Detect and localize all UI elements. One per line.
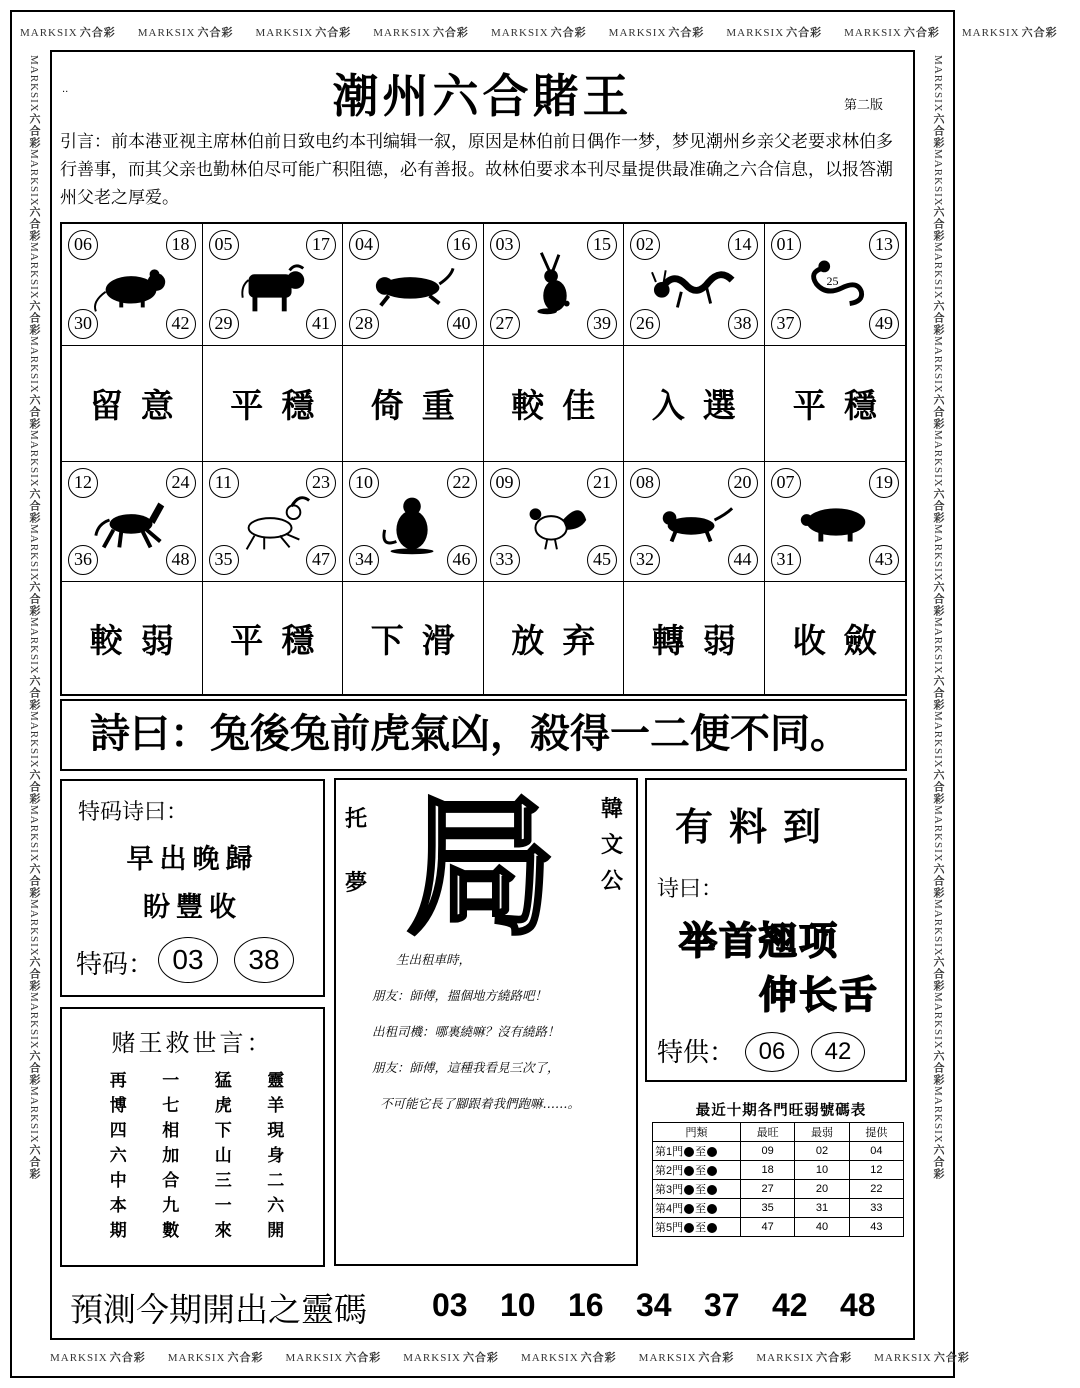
zodiac-number: 22: [447, 468, 477, 498]
tiger-icon: [371, 252, 455, 316]
zodiac-number: 41: [306, 309, 336, 339]
zodiac-cell: [484, 224, 625, 346]
dream-right-char: 文: [600, 833, 623, 858]
watermark-text: MARKSIX六合彩: [932, 898, 945, 993]
watermark-text: MARKSIX六合彩: [28, 617, 41, 712]
recent-hot-cell: 27: [741, 1180, 795, 1199]
dream-right-char: 韓: [600, 797, 623, 822]
prediction-number: 03: [432, 1287, 468, 1323]
saying-box: [60, 1007, 325, 1267]
saying-char: 博: [109, 1096, 127, 1116]
material-box: [645, 778, 907, 1082]
watermark-text: MARKSIX六合彩: [28, 1086, 41, 1180]
tema-heading: 特码诗曰：: [78, 800, 189, 825]
ox-icon: [231, 252, 315, 316]
dream-box: [334, 778, 638, 1266]
dream-line-1: 生出租車時，: [396, 952, 472, 967]
watermark-text: MARKSIX六合彩: [932, 55, 945, 149]
recent-door-cell: 第2門 至: [653, 1161, 741, 1180]
zodiac-cell: [765, 462, 906, 582]
dream-right-char: 公: [600, 869, 623, 894]
zodiac-number: 17: [306, 230, 336, 260]
prediction-number: 16: [568, 1287, 604, 1323]
table-row: [653, 1161, 904, 1180]
zodiac-number: 28: [349, 309, 379, 339]
zodiac-number: 24: [166, 468, 196, 498]
zodiac-number: 40: [447, 309, 477, 339]
zodiac-number: 05: [209, 230, 239, 260]
watermark-text: MARKSIX六合彩: [28, 898, 41, 993]
zodiac-number: 13: [869, 230, 899, 260]
recent-hot-cell: 18: [741, 1161, 795, 1180]
saying-char: 四: [109, 1121, 127, 1141]
intro-text: 引言：前本港亚视主席林伯前日致电约本刊编辑一叙，原因是林伯前日偶作一梦，梦见潮州乡亲父老要求林伯多行善事，而其父亲也勤林伯尽可能广积阻德，必有善报。故林伯要求本刊尽量提供最准确之六合信息，以报答潮州父老之厚爱。: [60, 132, 893, 208]
saying-char: 期: [109, 1221, 127, 1241]
zodiac-number: 36: [68, 545, 98, 575]
rooster-icon: [512, 490, 596, 554]
recent-door-cell: 第3門 至: [653, 1180, 741, 1199]
zodiac-number: 10: [349, 468, 379, 498]
zodiac-cell: [624, 462, 765, 582]
rabbit-icon: [512, 252, 596, 316]
zodiac-status: 留意: [62, 346, 203, 462]
ball-icon: [684, 1166, 694, 1176]
zodiac-number: 44: [728, 545, 758, 575]
zodiac-extra-number: 25: [826, 274, 839, 288]
watermark-text: MARKSIX 六合彩: [756, 1351, 853, 1364]
zodiac-status: 入選: [624, 346, 765, 462]
tema-label: 特码：: [76, 950, 155, 980]
saying-char: 六: [109, 1146, 127, 1166]
zodiac-number: 29: [209, 309, 239, 339]
saying-char: 二: [267, 1171, 285, 1191]
ball-icon: [684, 1147, 694, 1157]
prediction-number: 48: [840, 1287, 876, 1323]
tema-number-1: 03: [158, 937, 218, 983]
watermark-top: [20, 24, 1058, 44]
horse-icon: [90, 490, 174, 554]
watermark-text: MARKSIX 六合彩: [403, 1351, 499, 1364]
watermark-text: MARKSIX 六合彩: [638, 1351, 735, 1364]
watermark-text: MARKSIX六合彩: [932, 617, 945, 712]
watermark-text: MARKSIX 六合彩: [373, 26, 469, 39]
saying-char: 三: [214, 1171, 232, 1191]
zodiac-number: 34: [349, 545, 379, 575]
watermark-text: MARKSIX 六合彩: [285, 1351, 382, 1364]
watermark-text: MARKSIX 六合彩: [844, 26, 940, 39]
watermark-text: MARKSIX 六合彩: [961, 26, 1058, 39]
recent-cold-cell: 40: [795, 1218, 849, 1237]
zodiac-number: 07: [771, 468, 801, 498]
watermark-text: MARKSIX 六合彩: [490, 26, 587, 39]
zodiac-number: 47: [306, 545, 336, 575]
recent-offer-cell: 04: [849, 1142, 903, 1161]
recent-header-offer: 提供: [849, 1123, 903, 1142]
saying-char: 中: [109, 1171, 127, 1191]
ball-icon: [707, 1185, 717, 1195]
watermark-text: MARKSIX六合彩: [28, 242, 41, 337]
watermark-text: MARKSIX六合彩: [28, 336, 41, 430]
zodiac-number: 08: [630, 468, 660, 498]
watermark-text: MARKSIX六合彩: [28, 429, 41, 524]
watermark-text: MARKSIX六合彩: [932, 711, 945, 805]
zodiac-number: 18: [166, 230, 196, 260]
watermark-text: MARKSIX六合彩: [932, 242, 945, 337]
saying-char: 九: [162, 1196, 180, 1216]
zodiac-status: 較弱: [62, 582, 203, 694]
recent-table-title: 最近十期各門旺弱號碼表: [695, 1103, 867, 1119]
goat-icon: [231, 490, 315, 554]
zodiac-number: 42: [166, 309, 196, 339]
zodiac-number: 30: [68, 309, 98, 339]
zodiac-cell: [343, 462, 484, 582]
zodiac-number: 27: [490, 309, 520, 339]
dream-left-char: 托: [344, 807, 367, 832]
zodiac-status: 收斂: [792, 620, 895, 660]
recent-door-cell: 第4門 至: [653, 1199, 741, 1218]
saying-char: 七: [162, 1096, 180, 1116]
zodiac-number: 19: [869, 468, 899, 498]
table-row: [653, 1180, 904, 1199]
recent-offer-cell: 43: [849, 1218, 903, 1237]
zodiac-cell: [765, 224, 906, 346]
saying-char: 加: [162, 1146, 180, 1166]
watermark-text: MARKSIX 六合彩: [137, 26, 234, 39]
table-row: [653, 1142, 904, 1161]
dream-line-4: 朋友：師傅，這種我看見三次了，: [372, 1060, 560, 1075]
watermark-text: MARKSIX六合彩: [932, 429, 945, 524]
recent-hot-cell: 09: [741, 1142, 795, 1161]
saying-char: 開: [267, 1221, 285, 1241]
zodiac-number: 48: [166, 545, 196, 575]
zodiac-number: 04: [349, 230, 379, 260]
zodiac-number: 31: [771, 545, 801, 575]
zodiac-cell: [203, 224, 344, 346]
table-row: [653, 1199, 904, 1218]
watermark-text: MARKSIX六合彩: [932, 523, 945, 618]
zodiac-status: 放弃: [484, 582, 625, 694]
prediction-number: 10: [500, 1287, 536, 1323]
dog-icon: [652, 490, 736, 554]
recent-cold-cell: 31: [795, 1199, 849, 1218]
zodiac-cell: [62, 462, 203, 582]
tema-line-1: 早出晚歸: [126, 844, 259, 875]
saying-heading: 赌王救世言：: [111, 1029, 274, 1057]
dream-left-char: 夢: [344, 871, 367, 896]
watermark-text: MARKSIX六合彩: [932, 336, 945, 430]
watermark-text: MARKSIX 六合彩: [50, 1351, 146, 1364]
watermark-text: MARKSIX六合彩: [932, 1086, 945, 1180]
dream-big-char: 局: [406, 782, 557, 956]
zodiac-number: 01: [771, 230, 801, 260]
zodiac-number: 15: [587, 230, 617, 260]
watermark-text: MARKSIX六合彩: [28, 148, 41, 243]
watermark-text: MARKSIX六合彩: [932, 804, 945, 899]
ball-icon: [707, 1223, 717, 1233]
saying-char: 一: [162, 1071, 180, 1091]
zodiac-number: 45: [587, 545, 617, 575]
material-line-2: 伸长舌: [759, 973, 880, 1017]
zodiac-number: 14: [728, 230, 758, 260]
zodiac-number: 06: [68, 230, 98, 260]
zodiac-status: 平穩: [203, 582, 344, 694]
ball-icon: [707, 1166, 717, 1176]
zodiac-cell: [62, 224, 203, 346]
dream-line-5: 不可能它長了腳跟着我們跑嘛……。: [380, 1096, 581, 1111]
tema-number-2: 38: [234, 937, 294, 983]
zodiac-grid: [60, 222, 907, 696]
watermark-text: MARKSIX六合彩: [28, 711, 41, 805]
zodiac-number: 16: [447, 230, 477, 260]
poem-banner: 詩曰：兔後兔前虎氣凶，殺得一二便不同。: [60, 699, 907, 771]
prediction-label: 預測今期開出之靈碼: [70, 1290, 367, 1329]
material-title: 有料到: [675, 805, 838, 849]
material-heading: 诗曰：: [657, 877, 724, 902]
ball-icon: [707, 1147, 717, 1157]
zodiac-number: 12: [68, 468, 98, 498]
recent-header-hot: 最旺: [741, 1123, 795, 1142]
saying-char: 相: [162, 1121, 180, 1141]
watermark-text: MARKSIX六合彩: [28, 55, 41, 149]
zodiac-status: 平穩: [203, 346, 344, 462]
table-row: [653, 1218, 904, 1237]
header-dots: ..: [62, 84, 69, 95]
ball-icon: [684, 1223, 694, 1233]
watermark-text: MARKSIX 六合彩: [726, 26, 823, 39]
zodiac-number: 23: [306, 468, 336, 498]
zodiac-number: 20: [728, 468, 758, 498]
zodiac-number: 35: [209, 545, 239, 575]
recent-offer-cell: 12: [849, 1161, 903, 1180]
watermark-text: MARKSIX 六合彩: [255, 26, 352, 39]
material-number-2: 42: [811, 1032, 865, 1072]
tema-box: [60, 779, 325, 997]
saying-char: 下: [214, 1121, 232, 1141]
recent-door-cell: 第1門 至: [653, 1142, 741, 1161]
zodiac-number: 26: [630, 309, 660, 339]
saying-grid: [92, 1069, 302, 1244]
monkey-icon: [371, 490, 455, 554]
saying-char: 猛: [214, 1071, 232, 1091]
watermark-text: MARKSIX 六合彩: [167, 1351, 264, 1364]
recent-cold-cell: 10: [795, 1161, 849, 1180]
zodiac-number: 32: [630, 545, 660, 575]
watermark-text: MARKSIX 六合彩: [20, 26, 116, 39]
zodiac-status: 較佳: [484, 346, 625, 462]
zodiac-number: 46: [447, 545, 477, 575]
recent-hot-cell: 35: [741, 1199, 795, 1218]
tema-line-2: 盼豐收: [143, 892, 242, 923]
watermark-text: MARKSIX六合彩: [28, 804, 41, 899]
saying-char: 來: [214, 1221, 232, 1241]
saying-char: 山: [214, 1146, 232, 1166]
ball-icon: [707, 1204, 717, 1214]
zodiac-number: 21: [587, 468, 617, 498]
zodiac-number: 03: [490, 230, 520, 260]
prediction-numbers: [432, 1287, 908, 1324]
zodiac-number: 43: [869, 545, 899, 575]
saying-char: 靈: [267, 1071, 285, 1091]
zodiac-number: 49: [869, 309, 899, 339]
recent-header-door: 門類: [653, 1123, 741, 1142]
prediction-number: 42: [772, 1287, 808, 1323]
zodiac-status: 平穩: [765, 346, 906, 462]
prediction-number: 37: [704, 1287, 740, 1323]
material-number-1: 06: [745, 1032, 799, 1072]
saying-char: 再: [109, 1071, 127, 1091]
watermark-text: MARKSIX六合彩: [932, 148, 945, 243]
dream-line-3: 出租司機：哪裏繞嘛？沒有繞路！: [372, 1024, 560, 1039]
recent-hot-cell: 47: [741, 1218, 795, 1237]
dragon-icon: [652, 252, 736, 316]
recent-table-header-row: [653, 1123, 904, 1142]
edition-label: 第二版: [844, 98, 884, 113]
saying-char: 現: [267, 1121, 285, 1141]
dream-line-2: 朋友：師傅，搵個地方繞路吧！: [372, 988, 548, 1003]
zodiac-number: 39: [587, 309, 617, 339]
dream-left-label: [342, 802, 370, 902]
saying-char: 一: [214, 1196, 232, 1216]
watermark-text: MARKSIX六合彩: [932, 992, 945, 1087]
zodiac-number: 11: [209, 468, 239, 498]
zodiac-number: 38: [728, 309, 758, 339]
saying-char: 身: [267, 1146, 285, 1166]
dream-right-label: [598, 792, 626, 900]
watermark-text: MARKSIX 六合彩: [520, 1351, 617, 1364]
zodiac-cell: [624, 224, 765, 346]
zodiac-cell: [203, 462, 344, 582]
zodiac-cell: [484, 462, 625, 582]
watermark-text: MARKSIX六合彩: [28, 992, 41, 1087]
prediction-number: 34: [636, 1287, 672, 1323]
watermark-right: [922, 55, 946, 1345]
page-title: 潮州六合賭王: [332, 69, 633, 123]
recent-offer-cell: 33: [849, 1199, 903, 1218]
recent-cold-cell: 20: [795, 1180, 849, 1199]
rat-icon: [90, 252, 174, 316]
recent-cold-cell: 02: [795, 1142, 849, 1161]
zodiac-number: 33: [490, 545, 520, 575]
saying-char: 羊: [267, 1096, 285, 1116]
saying-char: 虎: [214, 1096, 232, 1116]
zodiac-number: 37: [771, 309, 801, 339]
saying-char: 本: [109, 1196, 127, 1216]
zodiac-cell: [343, 224, 484, 346]
saying-char: 六: [267, 1196, 285, 1216]
zodiac-status: 倚重: [343, 346, 484, 462]
saying-char: 合: [162, 1171, 180, 1191]
zodiac-status: 轉弱: [624, 582, 765, 694]
recent-offer-cell: 22: [849, 1180, 903, 1199]
material-label: 特供：: [657, 1038, 736, 1068]
watermark-text: MARKSIX 六合彩: [874, 1351, 970, 1364]
pig-icon: [793, 490, 877, 554]
zodiac-status: 下滑: [343, 582, 484, 694]
saying-char: 數: [162, 1221, 180, 1241]
zodiac-number: 09: [490, 468, 520, 498]
watermark-bottom: [50, 1349, 970, 1369]
watermark-left: [18, 55, 42, 1345]
recent-door-cell: 第5門 至: [653, 1218, 741, 1237]
ball-icon: [684, 1185, 694, 1195]
watermark-text: MARKSIX六合彩: [28, 523, 41, 618]
recent-header-cold: 最弱: [795, 1123, 849, 1142]
material-line-1: 举首翘项: [679, 919, 840, 963]
ball-icon: [684, 1204, 694, 1214]
watermark-text: MARKSIX 六合彩: [608, 26, 705, 39]
recent-table: [652, 1122, 904, 1237]
zodiac-number: 02: [630, 230, 660, 260]
